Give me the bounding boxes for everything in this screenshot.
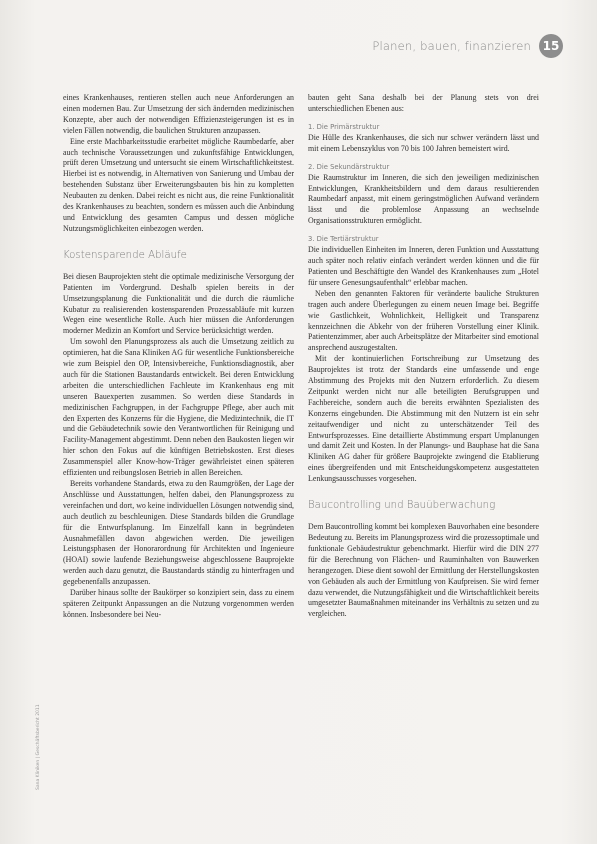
paragraph: bauten geht Sana deshalb bei der Planung stets von drei unterschiedlichen Ebenen aus:	[308, 93, 539, 113]
paragraph: Eine erste Machbarkeitsstudie erarbeitet mögliche Raumbedarfe, aber auch technische Voraussetzungen und zukunftsfähige Entwicklungen, prüft deren Umsetzung und untersucht sie einem Wirtschaftlichkeitstest. Hierbei ist es notwendig, in Alternativen von Sanierung und Umbau der bestehenden Substanz über Erweiterungsbauten bis hin zu kompletten Neubauten zu denken. Dabei reicht es nicht aus, die reine Funktionalität des Krankenhauses zu beachten, sondern es müssen auch die Anbindung und Entwicklung des gesamten Campus und dessen mögliche Nutzungsmöglichkeiten einbezogen werden.	[63, 136, 294, 233]
page-header	[372, 34, 563, 58]
paragraph: Bei diesen Bauprojekten steht die optimale medizinische Versorgung der Patienten im Vordergrund. Deshalb spielen bereits in der Umsetzungsplanung die Funktionalität und die durch die räumliche Kubatur zu realisierenden kostensparenden Prozessabläufe mit kurzen Wegen eine wesentliche Rolle. Auch hier müssen die Anforderungen moderner Medizin an Komfort und Service berücksichtigt werden.	[63, 271, 294, 336]
subheading-secondary-structure: 2. Die Sekundärstruktur	[308, 162, 390, 171]
paragraph: Neben den genannten Faktoren für veränderte bauliche Strukturen tragen auch andere Überlegungen zu einem neuen Image bei. Begriffe wie Gastlichkeit, Wohnlichkeit, Helligkeit und Transparenz kennzeichnen die Abkehr von der früheren Vorstellung einer Klinik. Patientenzimmer, aber auch Arbeitsplätze der Mitarbeiter sind emotional ansprechend auszugestalten.	[308, 288, 539, 353]
paragraph: Die Raumstruktur im Inneren, die sich den jeweiligen medizinischen Entwicklungen, Krankheitsbildern und dem daraus resultierenden Raumbedarf anpasst, mit einem geringstmöglichen Aufwand verändern lässt und die problemlose Anpassung an wechselnde Organisationsstrukturen ermöglicht.	[308, 172, 539, 226]
paragraph: Mit der kontinuierlichen Fortschreibung zur Umsetzung des Bauprojektes ist trotz der Standards eine umfassende und enge Abstimmung des Projekts mit den Nutzern erforderlich. Zu diesem Zeitpunkt werden nicht nur alle beteiligten Berufsgruppen und Fachbereiche, sondern auch die bereits erwähnten Spezialisten des Konzerns eingebunden. Die Abstimmung mit den Nutzern ist ein sehr zeitaufwendiger und nicht zu unterschätzender Teil des Entwurfsprozesses. Eine detaillierte Abstimmung erspart Umplanungen und damit Zeit und Kosten. In der Planungs- und Bauphase hat die Sana Kliniken AG daher für größere Bauprojekte zwingend die Etablierung eines übergreifenden und mit Entscheidungskompetenz ausgestatteten Lenkungsausschusses vorgesehen.	[308, 354, 539, 484]
side-credit: Sana Kliniken | Geschäftsbericht 2011	[36, 704, 41, 790]
running-header-title: Planen, bauen, finanzieren	[372, 39, 531, 53]
paragraph: Um sowohl den Planungsprozess als auch die Umsetzung zeitlich zu optimieren, hat die Sana Kliniken AG für wesentliche Funktionsbereiche wie zum Beispiel den OP, Intensivbereiche, Funktionsdiagnostik, aber auch für die Stationen Baustandards entwickelt. Bei deren Entwicklung arbeiten die unterschiedlichen Fachleute im Krankenhaus eng mit unseren Bauexperten zusammen. So werden diese Standards in medizinischen Fachgruppen, in der Fachgruppe Pflege, aber auch mit den Experten des Konzerns für die Hygiene, die Medizintechnik, die IT und die Gebäudetechnik sowie den Verantwortlichen für Reinigung und Facility-Management abgestimmt. Denn neben den Baukosten liegen wir hier schon den Fokus auf die künftigen Betriebskosten. Erst dieses Zusammenspiel aller Know-how-Träger gewährleistet einen späteren effizienten und reibungslosen Betrieb in allen Bereichen.	[63, 337, 294, 478]
paragraph: eines Krankenhauses, rentieren stellen auch neue Anforderungen an einen modernen Bau. Zur Umsetzung der sich ändernden medizinischen Konzepte, aber auch der notwendigen Effizienzsteigerungen ist es in vielen Fällen notwendig, die baulichen Strukturen anzupassen.	[63, 93, 294, 135]
subheading-primary-structure: 1. Die Primärstruktur	[308, 122, 380, 131]
paragraph: Darüber hinaus sollte der Baukörper so konzipiert sein, dass zu einem späteren Zeitpunkt Anpassungen an die Nutzung vorgenommen werden können. Insbesondere bei Neu-	[63, 588, 294, 619]
paragraph: Dem Baucontrolling kommt bei komplexen Bauvorhaben eine besondere Bedeutung zu. Bereits im Planungsprozess wird die prozessoptimale und funktionale Gebäudestruktur gebenchmarkt. Hierfür wird die DIN 277 für die Berechnung von Flächen- und Rauminhalten von Bauwerken herangezogen. Diese dient sowohl der Ermittlung der Herstellungskosten von Gebäuden als auch der Ermittlung von Kaufpreisen. Sie wird ferner dazu verwendet, die Nutzungsfähigkeit und die Wirtschaftlichkeit bereits umgesetzter Baumaßnahmen miteinander ins Verhältnis zu setzen und zu vergleichen.	[308, 522, 539, 619]
left-column	[63, 93, 294, 621]
section-heading: Kostensparende Abläufe	[63, 249, 187, 261]
paragraph: Die Hülle des Krankenhauses, die sich nur schwer verändern lässt und mit einem Lebenszyklus von 70 bis 100 Jahren bemeistert wird.	[308, 132, 539, 153]
page-number-badge: 15	[539, 34, 563, 58]
subheading-tertiary-structure: 3. Die Tertiärstruktur	[308, 235, 379, 244]
paragraph: Die individuellen Einheiten im Inneren, deren Funktion und Ausstattung auch später noch relativ einfach verändert werden können und die für Patienten und Beschäftigte den Wandel des Krankenhauses zum „Hotel für unsere Genesungsaufenthalt“ erlebbar machen.	[308, 245, 539, 287]
section-heading: Baucontrolling und Bauüberwachung	[308, 500, 496, 512]
right-column	[308, 93, 539, 620]
paragraph: Bereits vorhandene Standards, etwa zu den Raumgrößen, der Lage der Anschlüsse und Ausstattungen, helfen dabei, den Planungsprozess zu vereinfachen und dort, wo keine individuellen Lösungen notwendig sind, auch deutlich zu beschleunigen. Diese Standards bilden die Grundlage für die Entwurfsplanung. Im Einzelfall kann in begründeten Ausnahmefällen davon abgewichen werden. Die jeweiligen Leistungsphasen der Honorarordnung für Architekten und Ingenieure (HOAI) sowie laufende Beziehungsweise abgeschlossene Bauprojekte werden auch dazu genutzt, die Baustandards ständig zu hinterfragen und gegebenenfalls anzupassen.	[63, 479, 294, 587]
